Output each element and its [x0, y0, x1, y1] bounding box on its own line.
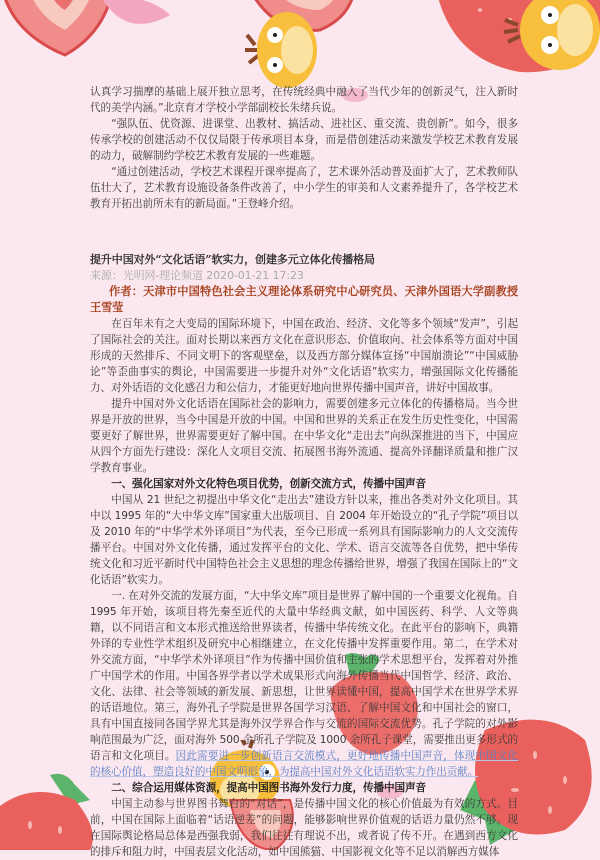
duck-top-center-icon	[245, 5, 325, 90]
article-author: 作者：天津市中国特色社会主义理论体系研究中心研究员、天津外国语大学副教授 王雪莹	[90, 285, 530, 314]
section2-paragraph-1: 中国主动参与世界图书舞台的“对话”，是传播中国文化的核心价值最为有效的方式。目前，中国在国际上面临着“话语逆差”的问题，能够影响世界价值观的话语力量仍然不够。现在国际舆论格局总体是西强我弱，我们往往有理说不出，或者说了传不开。在遇到西方文化的排斥和阻力时，中国表层文化活动，如中国熊猫、中国影视文化等不足以消解西方媒体	[90, 798, 518, 858]
top-paragraph-1: 认真学习揣摩的基础上展开独立思考，在传统经典中融入了当代少年的创新灵气，注入新时代的美学内涵。”北京育才学校小学部副校长朱绪兵说。	[90, 86, 518, 114]
intro-paragraph-2: 提升中国对外文化话语在国际社会的影响力，需要创建多元立体化的传播格局。当今世界是开放的世界，当今中国是开放的中国。中国和世界的关系正在发生历史性变化，中国需要更好了解世界，世界需要更好了解中国。在中华文化“走出去”向纵深推进的当下，中国应从四个方面先行建设：深化人文项目交流、拓展图书海外流通、提高外译翻译质量和推广汉学教育事业。	[90, 398, 518, 474]
section2-heading: 二、综合运用媒体资源，提高中国图书海外发行力度，传播中国声音	[111, 782, 426, 794]
article-source: 来源：光明网-理论频道 2020-01-21 17:23	[90, 269, 304, 282]
intro-paragraph-1: 在百年未有之大变局的国际环境下，中国在政治、经济、文化等多个领域“发声”，引起了国际社会的关注。面对长期以来西方文化在意识形态、价值取向、社会体系等方面对中国形成的天然排斥、不同文明下的客观壁垒，以及西方部分媒体宣扬“中国崩溃论”“中国威胁论”等歪曲事实的舆论，中国需要进一步提升对外“文化话语”软实力，增强国际文化传播能力、对外话语的文化感召力和公信力，才能更好地向世界传播中国声音，讲好中国故事。	[90, 318, 518, 394]
pink-petal-icon	[95, 0, 175, 35]
section1-heading: 一、强化国家对外文化特色项目优势，创新交流方式，传播中国声音	[111, 478, 426, 490]
top-paragraph-2: “强队伍、优资源、进课堂、出教材、搞活动、进社区、重交流、贵创新”。如今，很多传承学校的创建活动不仅仅局限于传承项目本身，而是借创建活动来激发学校艺术教育发展的动力，破解制约学校艺术教育发展的一些难题。	[90, 118, 518, 162]
section1-paragraph-2-text: 一. 在对外交流的发展方面，“大中华文库”项目是世界了解中国的一个重要文化视角。自 1995 年开始，该项目将先秦至近代的大量中华经典文献，如中国医药、科学、人文等典籍，以不同语言和文本形式推送给世界读者，传播中华传统文化。在此平台的影响下，典籍外译的专业性学术组织及研究中心相继建立，在文化传播中发挥重要作用。第二，在学术对外交流方面，“中华学术外译项目”作为传播中国价值和主张的学术思想平台，发挥着对外推广中国学术的作用。中国各界学者以学术成果形式向海外传播当代中国哲学、经济、政治、文化、法律、社会等领域的新发展、新思想，让世界读懂中国，提高中国学术在世界学术界的话语地位。第三，海外孔子学院是世界各国学习汉语、了解中国文化和中国社会的窗口，具有中国直接同各国学界尤其是海外汉学界合作与交流的国际交流优势。孔子学院的对外影响范围最为广泛，面对海外 500 余所孔子学院及 1000 余所孔子课堂，需要推出更多形式的语言和文化项目。	[90, 590, 518, 762]
top-paragraph-3: “通过创建活动，学校艺术课程开课率提高了，艺术课外活动普及面扩大了，艺术教师队伍壮大了，艺术教育设施设备条件改善了，中小学生的审美和人文素养提升了，各学校艺术教育开拓出前所未有的新局面。”王登峰介绍。	[90, 166, 518, 210]
section1-paragraph-1: 中国从 21 世纪之初提出中华文化“走出去”建设方针以来，推出各类对外文化项目。其中以 1995 年的“大中华文库”国家重大出版项目、自 2004 年开始设立的“孔子学院”项目以及 2010 年的“中华学术外译项目”为代表，至今已形成一系列具有国际影响力的人文交流传播平台。中国对外文化传播，通过发挥平台的文化、学术、语言交流等各自优势，把中华传统文化和习近平新时代中国特色社会主义思想的理念传播给世界，增强了我国在国际上的“文化话语”软实力。	[90, 494, 518, 586]
section1-highlight-link[interactable]: 因此需要进一步创新语言交流模式，更好地传播中国声音，体现中国文化的核心价值，塑造良好的中国文明形象，为提高中国对外文化话语软实力作出贡献。	[90, 750, 518, 778]
document-body	[90, 84, 530, 860]
article-title: 提升中国对外“文化话语”软实力，创建多元立体化传播格局	[90, 253, 375, 266]
strawberry-duck-top-right-icon	[430, 0, 600, 80]
section1-paragraph-2	[90, 588, 518, 780]
section-spacer	[90, 212, 518, 252]
